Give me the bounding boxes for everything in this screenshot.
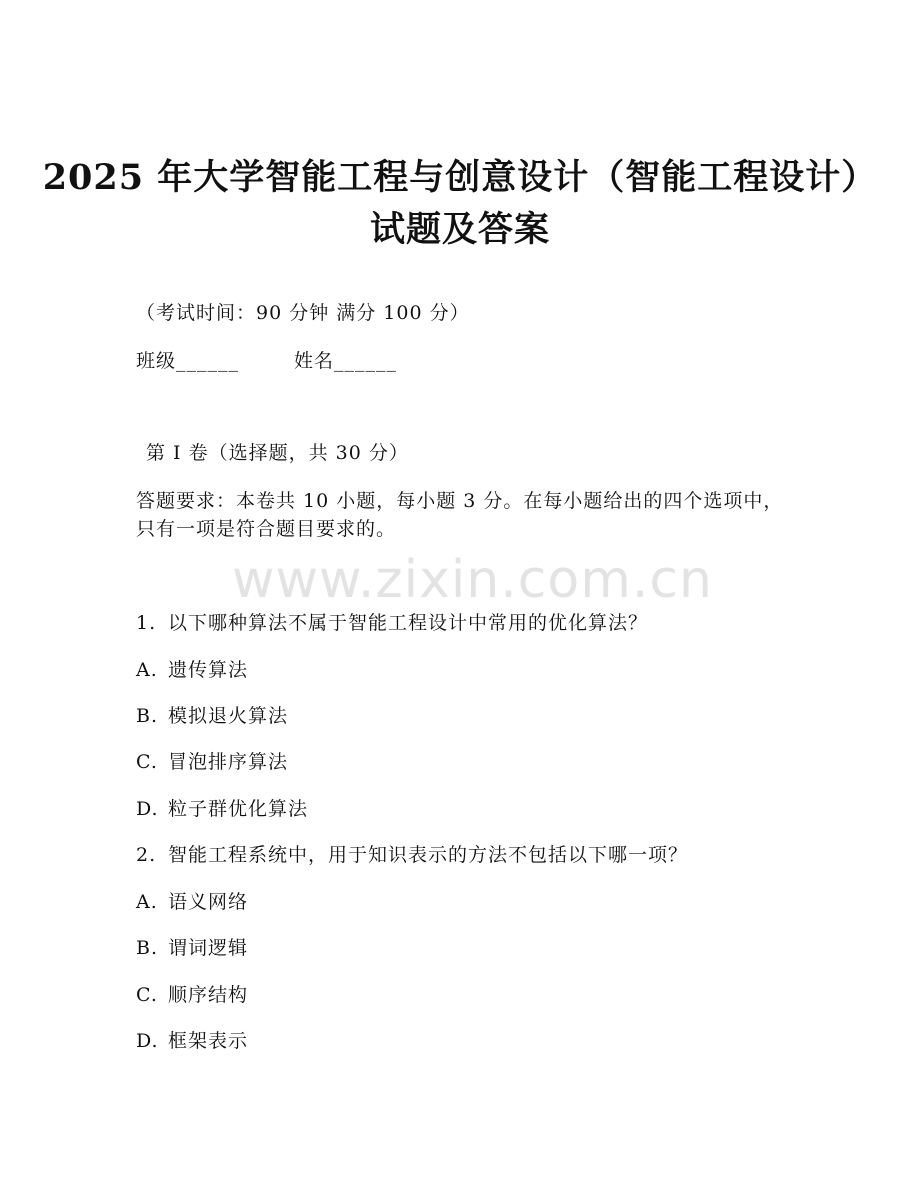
option-letter: B. <box>136 705 159 727</box>
question-number: 1. <box>136 612 157 634</box>
option-text: 冒泡排序算法 <box>168 751 289 773</box>
option-text: 遗传算法 <box>168 659 249 681</box>
question-number: 2. <box>136 844 157 866</box>
option-text: 模拟退火算法 <box>168 705 289 727</box>
question-2-option-a <box>136 889 248 915</box>
question-2 <box>136 842 688 868</box>
option-text: 顺序结构 <box>168 984 249 1006</box>
question-1-option-a <box>136 657 248 683</box>
question-2-option-b <box>136 935 248 961</box>
class-field-label: 班级______ <box>136 350 240 372</box>
option-letter: C. <box>136 751 158 773</box>
option-letter: D. <box>136 1030 159 1052</box>
answer-instructions: 答题要求：本卷共 10 小题，每小题 3 分。在每小题给出的四个选项中，只有一项是符合题目要求的。 <box>136 490 784 540</box>
option-text: 粒子群优化算法 <box>168 798 309 820</box>
question-1-option-d <box>136 796 308 822</box>
option-letter: B. <box>136 937 159 959</box>
option-letter: C. <box>136 984 158 1006</box>
page-title: 2025 年大学智能工程与创意设计（智能工程设计）试题及答案 <box>42 157 878 250</box>
section-heading: 第 I 卷（选择题，共 30 分） <box>146 442 409 464</box>
question-1 <box>136 610 648 636</box>
option-text: 谓词逻辑 <box>168 937 249 959</box>
name-field-label: 姓名______ <box>294 350 398 372</box>
option-letter: A. <box>136 891 158 913</box>
question-2-option-c <box>136 982 248 1008</box>
option-letter: D. <box>136 798 159 820</box>
question-text: 智能工程系统中，用于知识表示的方法不包括以下哪一项？ <box>168 844 689 866</box>
option-text: 框架表示 <box>168 1030 249 1052</box>
watermark: www.zixin.com.cn <box>232 550 713 610</box>
question-2-option-d <box>136 1028 248 1054</box>
question-1-option-b <box>136 703 288 729</box>
option-text: 语义网络 <box>168 891 249 913</box>
exam-info: （考试时间：90 分钟 满分 100 分） <box>136 302 470 324</box>
option-letter: A. <box>136 659 158 681</box>
question-1-option-c <box>136 749 288 775</box>
question-text: 以下哪种算法不属于智能工程设计中常用的优化算法？ <box>168 612 649 634</box>
